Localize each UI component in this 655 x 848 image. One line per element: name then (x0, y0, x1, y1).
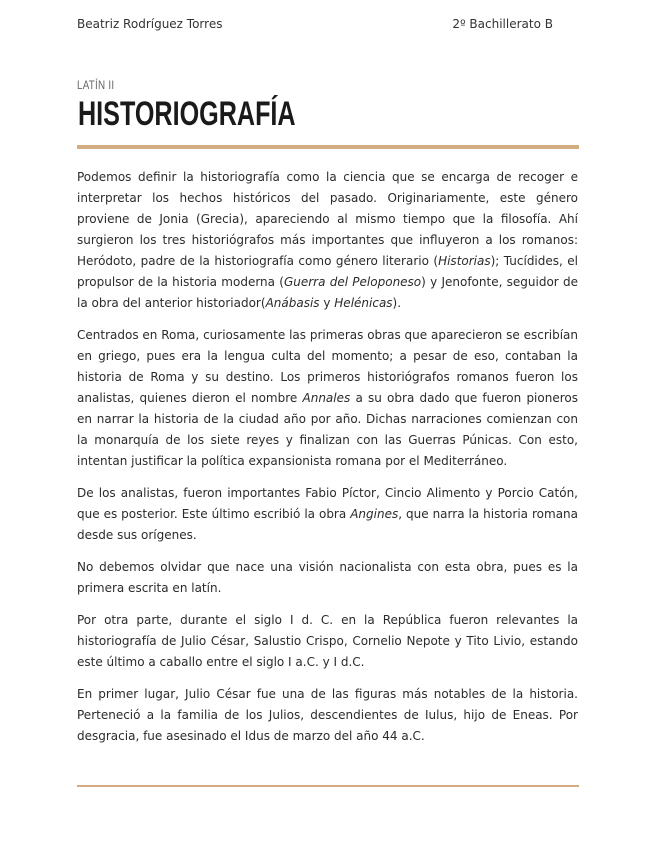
footer-divider (77, 785, 579, 787)
work-title: Historias (438, 254, 491, 268)
paragraph-6: En primer lugar, Julio César fue una de las figuras más notables de la historia. Perteneció a la familia de los Julios, descendientes de Iulus, hijo de Eneas. Por desgracia, fue asesinado el Idus de marzo del año 44 a.C. (77, 687, 578, 743)
work-title: Anábasis (265, 296, 320, 310)
paragraph-1: Podemos definir la historiografía como la ciencia que se encarga de recoger e interpretar los hechos históricos del pasado. Originariamente, este género proviene de Jonia (Grecia), apareciendo al mismo tiempo que la filosofía. Ahí surgieron los tres historiógrafos más importantes que influyeron a los romanos: Heródoto, padre de la historiografía como género literario (Historias); Tucídides, el propulsor de la historia moderna (Guerra del Peloponeso) y Jenofonte, seguidor de la obra del anterior historiador(Anábasis y Helénicas). (77, 170, 578, 310)
document-body (77, 167, 578, 758)
paragraph-4: No debemos olvidar que nace una visión nacionalista con esta obra, pues es la primera escrita en latín. (77, 560, 578, 595)
paragraph-5: Por otra parte, durante el siglo I d. C. en la República fueron relevantes la historiografía de Julio César, Salustio Crispo, Cornelio Nepote y Tito Livio, estando este último a caballo entre el siglo I a.C. y I d.C. (77, 613, 578, 669)
header-author: Beatriz Rodríguez Torres (77, 17, 223, 31)
subject-label: LATÍN II (77, 78, 115, 92)
work-title: Helénicas (334, 296, 393, 310)
paragraph-3: De los analistas, fueron importantes Fabio Píctor, Cincio Alimento y Porcio Catón, que es posterior. Este último escribió la obra Angines, que narra la historia romana desde sus orígenes. (77, 486, 579, 542)
page-title: HISTORIOGRAFÍA (78, 95, 296, 133)
work-title: Annales (302, 391, 351, 405)
work-title: Guerra del Peloponeso (283, 275, 422, 289)
paragraph-2: Centrados en Roma, curiosamente las primeras obras que aparecieron se escribían en griego, pues era la lengua culta del momento; a pesar de eso, contaban la historia de Roma y su destino. Los primeros historiógrafos romanos fueron los analistas, quienes dieron el nombre Annales a su obra dado que fueron pioneros en narrar la historia de la ciudad año por año. Dichas narraciones comienzan con la monarquía de los siete reyes y finalizan con las Guerras Púnicas. Con esto, intentan justificar la política expansionista romana por el Mediterráneo. (77, 328, 578, 468)
header-course: 2º Bachillerato B (452, 17, 553, 31)
title-divider (77, 145, 579, 149)
work-title: Angines (350, 507, 399, 521)
